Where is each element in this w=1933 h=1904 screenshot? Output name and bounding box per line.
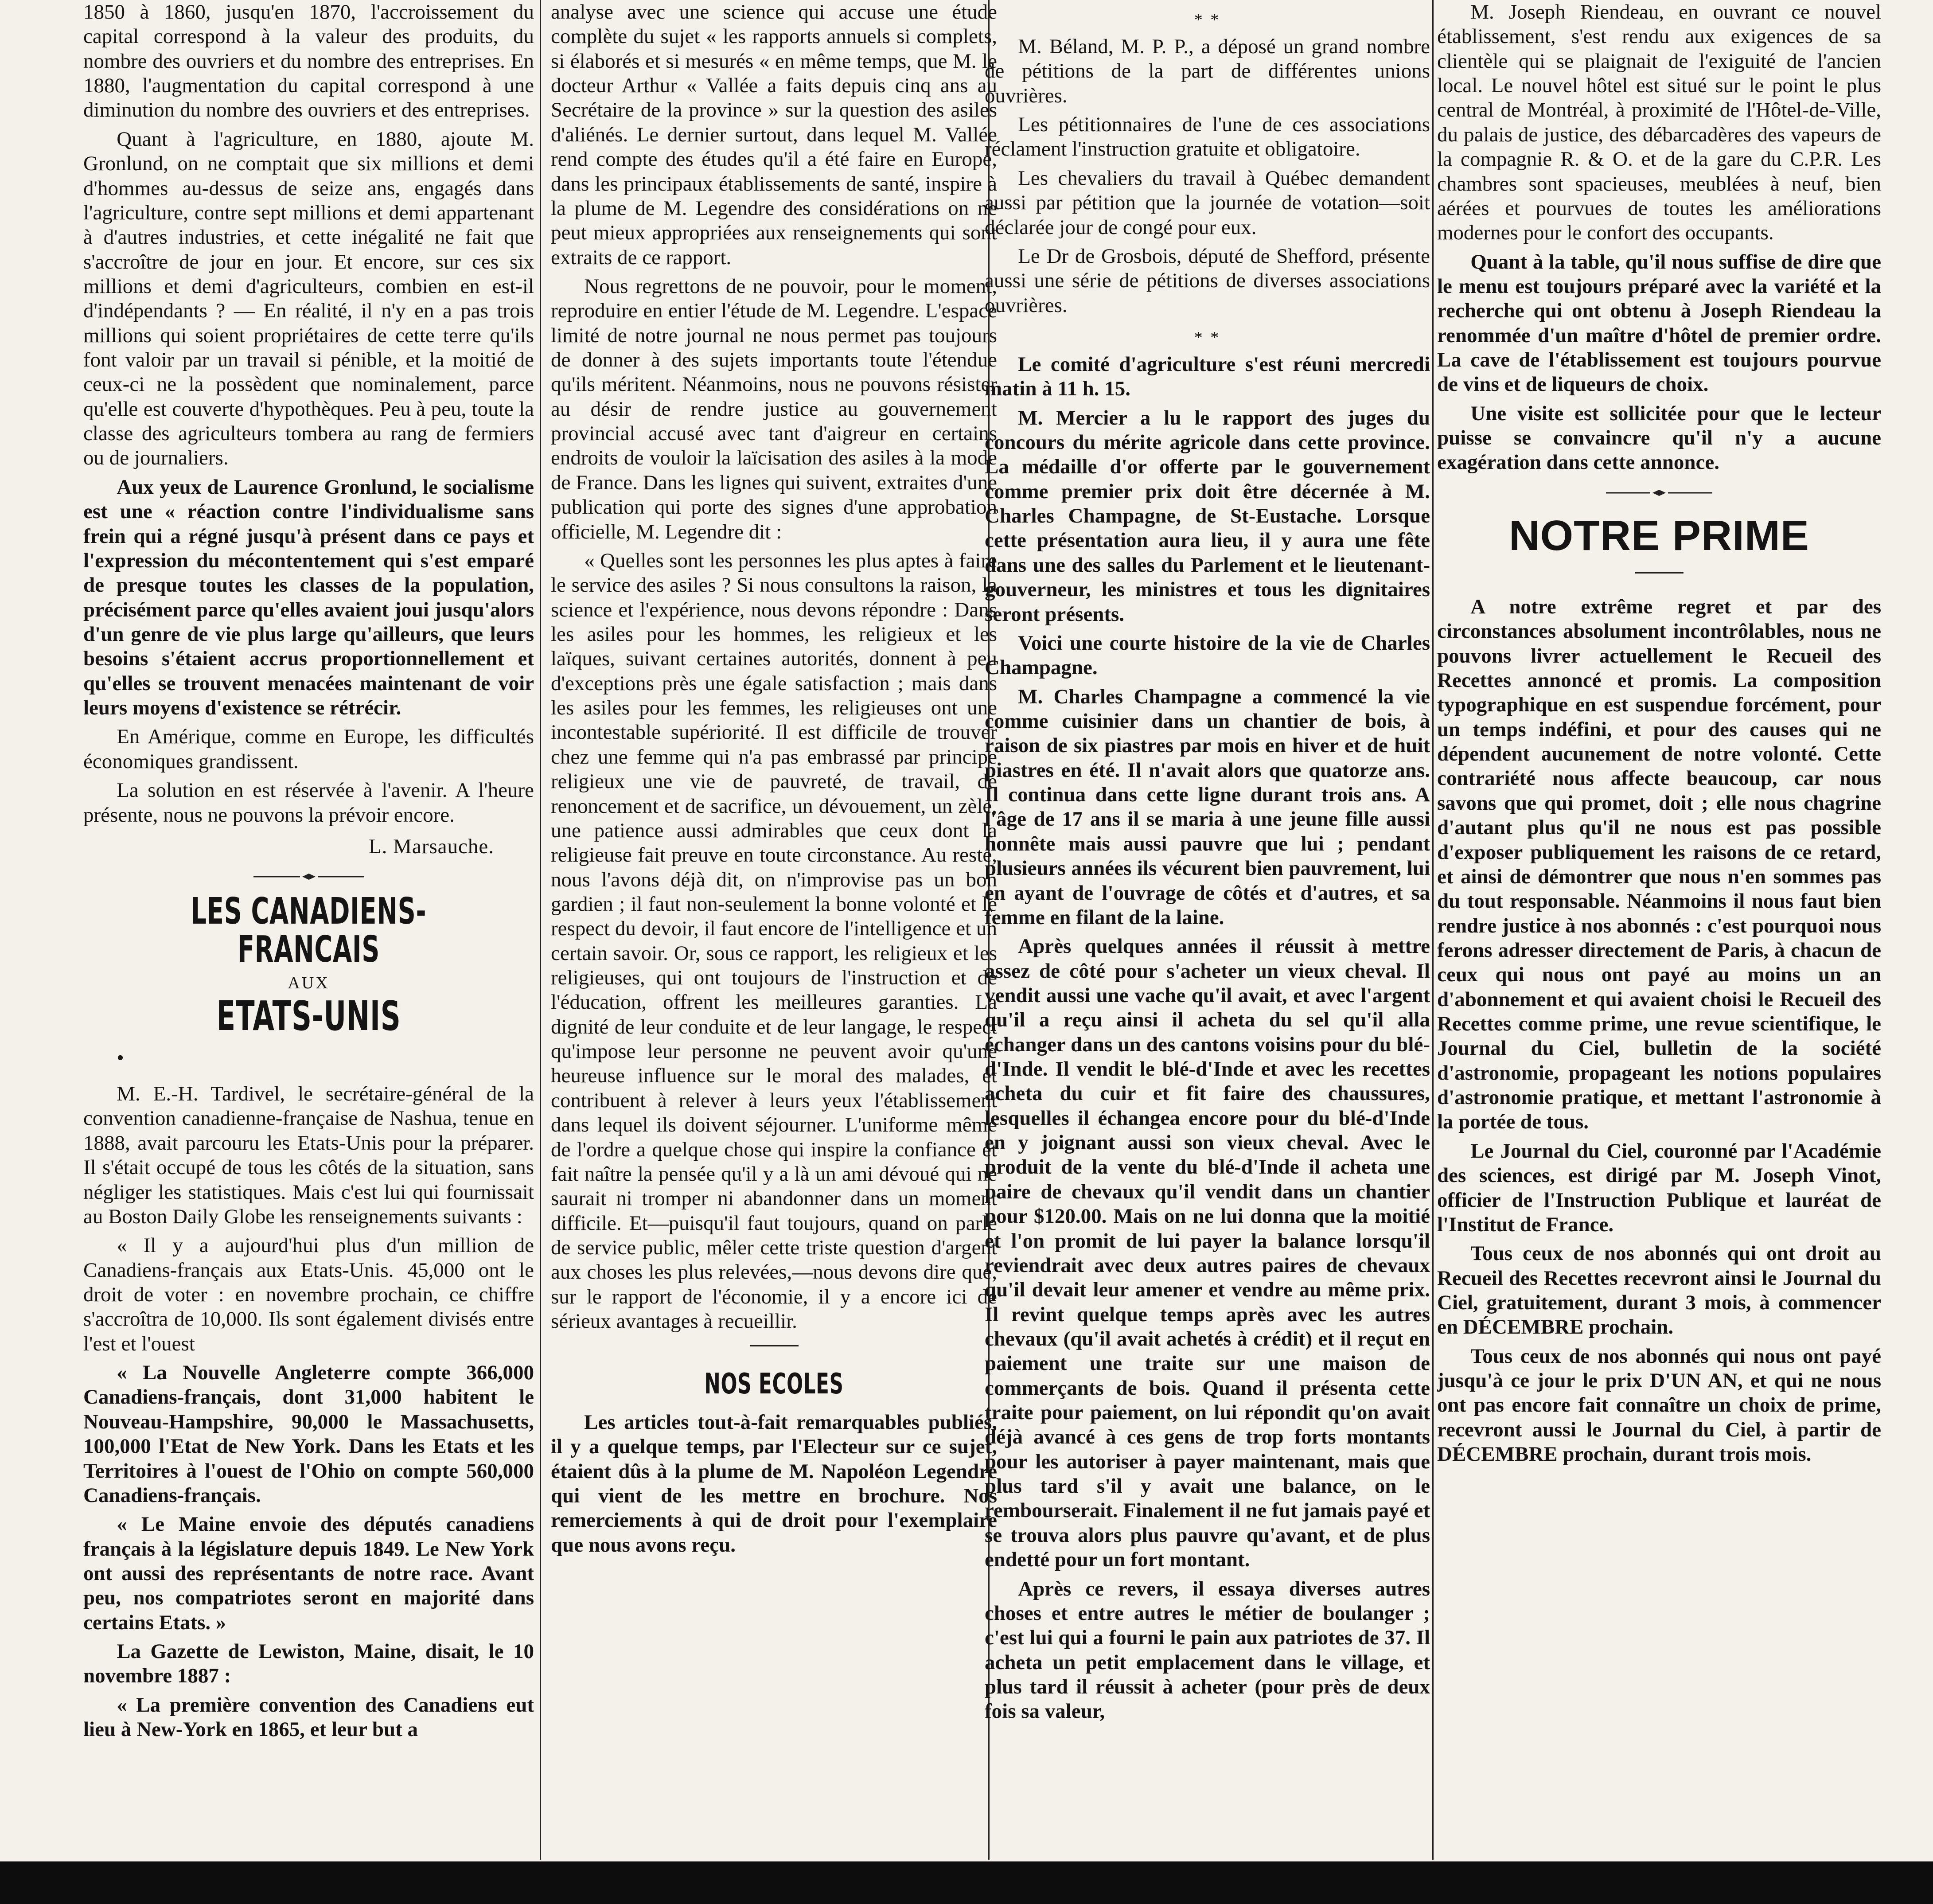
column-rule xyxy=(540,0,541,1860)
article-paragraph: M. E.-H. Tardivel, le secrétaire-général de la convention canadienne-française de Nashua, tenue en 1888, avait parcouru les Etats-Unis pour la préparer. Il s'était occupé de tous les côtés de la situation, sans négliger les statistiques. Mais c'est lui qui fournissait au Boston Daily Globe les renseignements suivants : xyxy=(83,1082,534,1228)
article-paragraph: « La Nouvelle Angleterre compte 366,000 Canadiens-français, dont 31,000 habitent le Nouveau-Hampshire, 90,000 le Massachusetts, 100,000 l'Etat de New York. Dans les Etats et les Territoires à l'ouest de l'Ohio on compte 560,000 Canadiens-français. xyxy=(83,1361,534,1507)
article-paragraph: En Amérique, comme en Europe, les difficultés économiques grandissent. xyxy=(83,725,534,773)
article-paragraph: analyse avec une science qui accuse une étude complète du sujet « les rapports annuels si complets, si élaborés et si mesurés « en même temps, que M. le docteur Arthur « Vallée a faits depuis cinq ans au Secrétaire de la province » sur la question des asiles d'aliénés. Le dernier surtout, dans lequel M. Vallée rend compte des études qu'il a été faire en Europe, dans les principaux établissements de santé, inspire à la plume de M. Legendre des considérations on ne peut mieux appropriées aux renseignements qui sont extraits de ce rapport. xyxy=(551,0,997,269)
article-paragraph: M. Mercier a lu le rapport des juges du concours du mérite agricole dans cette province. La médaille d'or offerte par le gouvernement comme premier prix doit être décernée à M. Charles Champagne, de St-Eustache. Lorsque cette présentation aura lieu, il y aura une fête dans une des salles du Parlement et le lieutenant-gouverneur, les ministres et tous les dignitaires seront présents. xyxy=(985,406,1430,626)
headline-etats-unis: ETATS-UNIS xyxy=(216,992,401,1040)
section-divider xyxy=(1635,572,1684,574)
column-2 xyxy=(551,0,997,1860)
asterism-separator: * * xyxy=(1194,11,1221,29)
article-paragraph: Après ce revers, il essaya diverses autres choses et entre autres le métier de boulanger ; c'est lui qui a fourni le pain aux patriotes de 37. Il acheta un petit emplacement dans le village, et plus tard il réussit à acheter (pour près de deux fois sa valeur, xyxy=(985,1577,1430,1723)
column-1 xyxy=(83,0,534,1860)
article-paragraph: La solution en est réservée à l'avenir. A l'heure présente, nous ne pouvons la prévoir encore. xyxy=(83,779,534,827)
article-paragraph: « La première convention des Canadiens eut lieu à New-York en 1865, et leur but a xyxy=(83,1693,534,1741)
column-4 xyxy=(1437,0,1881,1860)
article-paragraph: 1850 à 1860, jusqu'en 1870, l'accroissement du capital correspond à la valeur des produits, du nombre des ouvriers et du nombre des entreprises. En 1880, l'augmentation du capital correspond à une diminution du nombre des ouvriers et des entreprises. xyxy=(83,0,534,122)
article-paragraph: M. Béland, M. P. P., a déposé un grand nombre de pétitions de la part de différentes unions ouvrières. xyxy=(985,35,1430,107)
column-rule xyxy=(1432,0,1434,1860)
headline-nos-ecoles: NOS ECOLES xyxy=(704,1368,844,1401)
article-paragraph: « Le Maine envoie des députés canadiens français à la législature depuis 1849. Le New York ont aussi des représentants de notre race. Avant peu, nos compatriotes seront en majorité dans certains Etats. » xyxy=(83,1513,534,1634)
article-paragraph: Quant à la table, qu'il nous suffise de dire que le menu est toujours préparé avec la variété et la recherche qui ont obtenu à Joseph Riendeau la renommée d'un maître d'hôtel de premier ordre. La cave de l'établissement est toujours pourvue de vins et de liqueurs de choix. xyxy=(1437,250,1881,396)
article-paragraph: A notre extrême regret et par des circonstances absolument incontrôlables, nous ne pouvons livrer actuellement le Recueil des Recettes annoncé et promis. La composition typographique en est suspendue forcément, pour un temps indéfini, et pour des causes qui ne dépendent aucunement de notre volonté. Cette contrariété nous affecte beaucoup, car nous savons que qui promet, doit ; elle nous chagrine d'autant plus qu'il ne nous est pas possible d'exposer publiquement les raisons de ce retard, et ainsi de démontrer que nous n'en sommes pas du tout responsable. Néanmoins il nous faut bien rendre justice à nos abonnés : c'est pourquoi nous ferons adresser directement de Paris, à chacun de ceux qui nous ont payé au moins un an d'abonnement et qui avaient choisi le Recueil des Recettes comme prime, une revue scientifique, le Journal du Ciel, bulletin de la société d'astronomie, propageant les notions populaires d'astronomie pratique, et mettant l'astronomie à la portée de tous. xyxy=(1437,595,1881,1134)
article-paragraph: « Quelles sont les personnes les plus aptes à faire le service des asiles ? Si nous consultons la raison, la science et l'expérience, nous devons répondre : Dans les asiles pour les hommes, les religieux et les laïques, suivant certaines autorités, donnent à peu d'exceptions près une égale satisfaction ; mais dans les asiles pour les femmes, les religieuses ont une incontestable supériorité. Il est difficile de trouver chez une femme qui n'a pas embrassé par principe religieux une vie de pauvreté, de travail, de renoncement et de sacrifice, un dévouement, un zèle, une patience aussi admirables que ceux dont la religieuse fait preuve en toute circonstance. Au reste, nous l'avons déjà dit, on n'improvise pas un bon gardien ; il faut non-seulement la bonne volonté et le respect du devoir, il faut encore de l'intelligence et un certain savoir. Or, sous ce rapport, les religieux et les religieuses, qui ont toujours de l'instruction et de l'éducation, offrent les meilleures garanties. La dignité de leur conduite et de leur langage, le respect qu'impose leur personne ne peuvent avoir qu'une heureuse influence sur le moral des malades, et contribuent à relever à leurs yeux l'établissement dans lequel ils doivent séjourner. L'uniforme même de l'ordre a quelque chose qui inspire la confiance et fait naître la pensée qu'il y a là un ami dévoué qui ne saurait ni tromper ni abandonner dans un moment difficile. Et—puisqu'il faut toujours, quand on parle de service public, mêler cette triste question d'argent aux choses les plus relevées,—nous devons dire que, sur le rapport de l'économie, il y a encore ici de sérieux avantages à recueillir. xyxy=(551,549,997,1333)
article-paragraph: Les articles tout-à-fait remarquables publiés, il y a quelque temps, par l'Electeur sur ce sujet, étaient dûs à la plume de M. Napoléon Legendre qui vient de les mettre en brochure. Nos remerciements à qui de droit pour l'exemplaire que nous avons reçu. xyxy=(551,1410,997,1557)
article-paragraph: Tous ceux de nos abonnés qui nous ont payé jusqu'à ce jour le prix D'UN AN, et qui ne nous ont pas encore fait connaître un choix de prime, recevront aussi le Journal du Ciel, à partir de DÉCEMBRE prochain, durant trois mois. xyxy=(1437,1344,1881,1466)
article-paragraph: Les chevaliers du travail à Québec demandent aussi par pétition que la journée de votation—soit déclarée jour de congé pour eux. xyxy=(985,166,1430,239)
ornament-divider-icon xyxy=(1606,488,1712,497)
article-paragraph: Le Dr de Grosbois, député de Shefford, présente aussi une série de pétitions de diverses associations ouvrières. xyxy=(985,244,1430,317)
headline-notre-prime: NOTRE PRIME xyxy=(1509,511,1809,559)
dot-separator-icon: • xyxy=(117,1046,124,1069)
article-paragraph: M. Joseph Riendeau, en ouvrant ce nouvel établissement, s'est rendu aux exigences de sa clientèle qui se plaignait de l'exiguité de l'ancien local. Le nouvel hôtel est situé sur le point le plus central de Montréal, à proximité de l'Hôtel-de-Ville, du palais de justice, des débarcadères des vapeurs de la compagnie R. & O. et de la gare du C.P.R. Les chambres sont spacieuses, meublées à neuf, bien aérées et pourvues de toutes les améliorations modernes pour le confort des occupants. xyxy=(1437,0,1881,245)
article-paragraph: Le comité d'agriculture s'est réuni mercredi matin à 11 h. 15. xyxy=(985,352,1430,401)
column-3 xyxy=(985,0,1430,1860)
article-paragraph: Le Journal du Ciel, couronné par l'Académie des sciences, est dirigé par M. Joseph Vinot, officier de l'Instruction Publique et lauréat de l'Institut de France. xyxy=(1437,1139,1881,1236)
author-signature: L. Marsauche. xyxy=(368,835,494,858)
article-paragraph: Tous ceux de nos abonnés qui ont droit au Recueil des Recettes recevront ainsi le Journal du Ciel, gratuitement, durant 3 mois, à commencer en DÉCEMBRE prochain. xyxy=(1437,1242,1881,1339)
headline-aux: AUX xyxy=(288,974,330,993)
article-paragraph: Quant à l'agriculture, en 1880, ajoute M. Gronlund, on ne comptait que six millions et demi d'hommes au-dessus de seize ans, engagés dans l'agriculture, contre sept millions et demi appartenant à d'autres industries, et cette inégalité ne fait que s'accroître de jour en jour. Et encore, sur ces six millions et demi d'agriculteurs, combien en est-il d'indépendants ? — En réalité, il n'y en a pas trois millions qui soient propriétaires de cette terre qu'ils font valoir par un travail si pénible, et la moitié de ceux-ci ne la possèdent que nominalement, parce qu'elle est couverte d'hypothèques. Peu à peu, toute la classe des agriculteurs tombera au rang de fermiers ou de journaliers. xyxy=(83,127,534,470)
headline-canadiens: LES CANADIENS-FRANCAIS xyxy=(191,890,427,971)
article-paragraph: Nous regrettons de ne pouvoir, pour le moment, reproduire en entier l'étude de M. Legendre. L'espace limité de notre journal ne nous permet pas toujours de donner à des sujets importants toute l'étendue qu'ils méritent. Néanmoins, nous ne pouvons résister au désir de rendre justice au gouvernement provincial accusé avec tant d'aigreur en certains endroits de vouloir la laïcisation des asiles à la mode de France. Dans les lignes qui suivent, extraites d'une publication qui porte des signes d'une approbation officielle, M. Legendre dit : xyxy=(551,274,997,543)
article-paragraph: « Il y a aujourd'hui plus d'un million de Canadiens-français aux Etats-Unis. 45,000 ont le droit de voter : en novembre prochain, ce chiffre s'accroîtra de 10,000. Ils sont également divisés entre l'est et l'ouest xyxy=(83,1234,534,1355)
article-paragraph: La Gazette de Lewiston, Maine, disait, le 10 novembre 1887 : xyxy=(83,1640,534,1688)
article-paragraph: Les pétitionnaires de l'une de ces associations réclament l'instruction gratuite et obligatoire. xyxy=(985,113,1430,161)
article-paragraph: Une visite est sollicitée pour que le lecteur puisse se convaincre qu'il n'y a aucune exagération dans cette annonce. xyxy=(1437,402,1881,474)
article-paragraph: M. Charles Champagne a commencé la vie comme cuisinier dans un chantier de bois, à raison de six piastres par mois en hiver et de huit piastres en été. Il n'avait alors que quatorze ans. Il continua dans cette ligne durant trois ans. A l'âge de 17 ans il se maria à une jeune fille aussi honnête mais aussi pauvre que lui ; pendant plusieurs années ils vécurent bien pauvrement, lui en ayant de l'ouvrage de côtés et d'autres, et sa femme en filant de la laine. xyxy=(985,685,1430,929)
article-paragraph: Après quelques années il réussit à mettre assez de côté pour s'acheter un vieux cheval. Il vendit aussi une vache qu'il avait, et avec l'argent qu'il a reçu ainsi il acheta du sel qu'il alla échanger dans un des cantons voisins pour du blé-d'Inde. Il vendit le blé-d'Inde et avec les recettes acheta du cuir et fit faire des chaussures, lesquelles il échangea encore pour du blé-d'Inde en y joignant aussi son vieux cheval. Avec le produit de la vente du blé-d'Inde il acheta une paire de chevaux qu'il vendit dans un chantier pour $120.00. Mais on ne lui donna que la moitié et l'on promit de lui payer la balance lorsqu'il reviendrait avec deux autres paires de chevaux qu'il devait leur amener et vendre au même prix. Il revint quelque temps après avec les autres chevaux (qu'il avait achetés à crédit) et il reçut en paiement une traite sur une maison de commerçants de bois. Quand il présenta cette traite pour paiement, on lui répondit qu'on avait déjà avancé à ces gens de trop forts montants pour les autoriser à payer maintenant, mais que plus tard s'il y avait une balance, on le rembourserait. Finalement il ne fut jamais payé et se trouva alors plus pauvre qu'avant, et de plus endetté pour un fort montant. xyxy=(985,935,1430,1572)
article-paragraph: Voici une courte histoire de la vie de Charles Champagne. xyxy=(985,631,1430,679)
ornament-divider-icon xyxy=(253,872,364,881)
scan-bottom-edge xyxy=(0,1861,1933,1904)
asterism-separator: * * xyxy=(1194,328,1221,347)
article-paragraph: Aux yeux de Laurence Gronlund, le socialisme est une « réaction contre l'individualisme sans frein qui a régné jusqu'à présent dans ce pays et l'expression du mécontentement qui s'est emparé de presque toutes les classes de la population, précisément parce qu'elles avaient joui jusqu'alors d'un genre de vie plus large qu'ailleurs, que leurs besoins s'étaient accrus proportionnellement et qu'elles se trouvent menacées maintenant de voir leurs moyens d'existence se rétrécir. xyxy=(83,475,534,720)
section-divider xyxy=(750,1345,799,1346)
